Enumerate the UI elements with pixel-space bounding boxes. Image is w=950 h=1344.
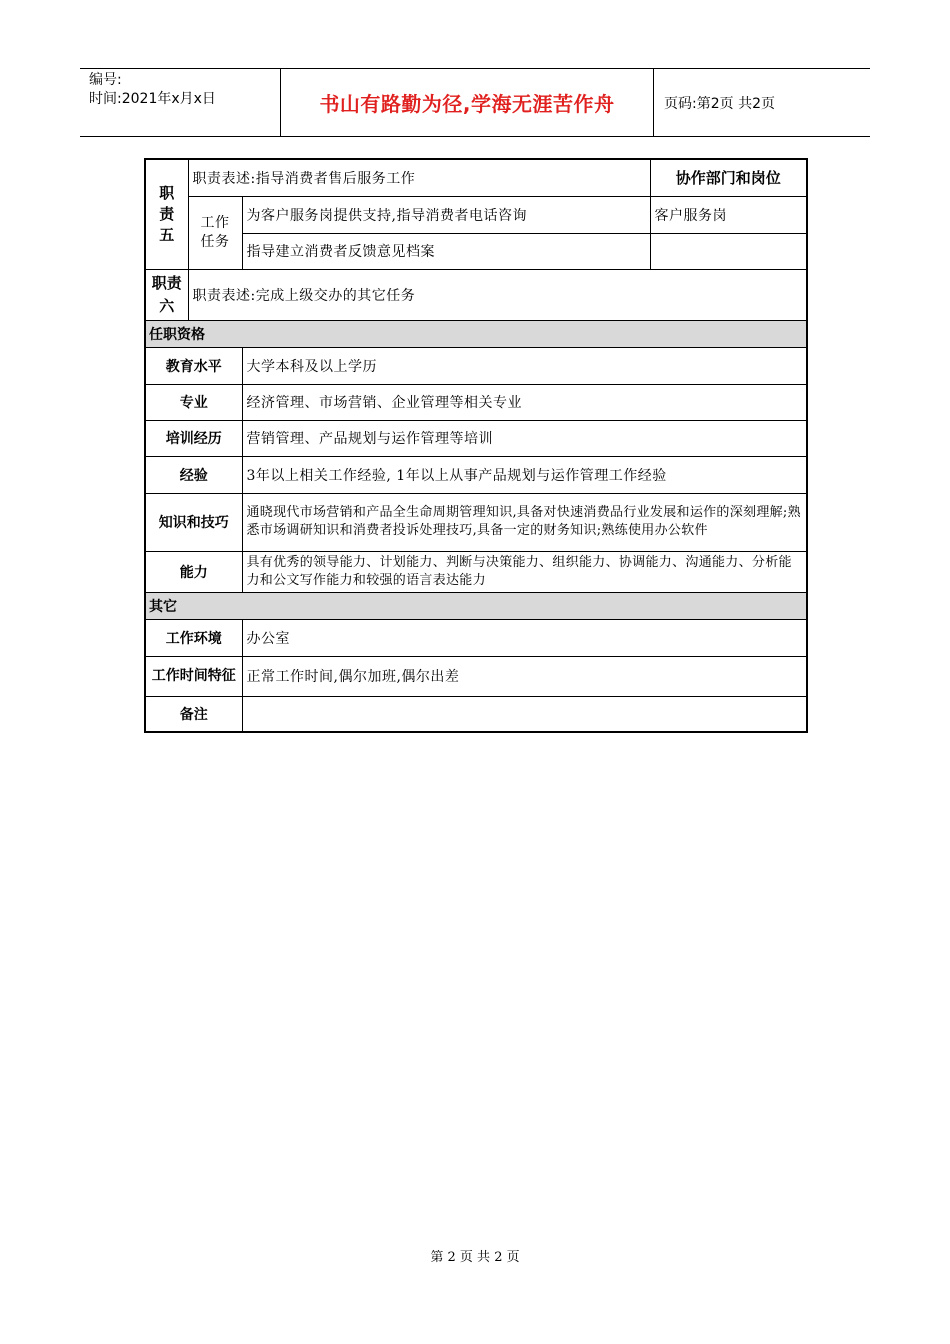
header-page-info: 页码:第2页 共2页 (664, 95, 775, 112)
ability-value: 具有优秀的领导能力、计划能力、判断与决策能力、组织能力、协调能力、沟通能力、分析能力和公文写作能力和较强的语言表达能力 (242, 551, 807, 592)
work-environment-value: 办公室 (242, 619, 807, 656)
qualification-row (145, 493, 807, 551)
education-label: 教育水平 (145, 347, 242, 384)
other-row (145, 696, 807, 732)
header-motto: 书山有路勤为径,学海无涯苦作舟 (281, 69, 654, 136)
qualification-row (145, 420, 807, 456)
duty5-description: 职责表述:指导消费者售后服务工作 (188, 159, 650, 196)
remarks-label: 备注 (145, 696, 242, 732)
qualification-row (145, 347, 807, 384)
qualifications-section-row (145, 320, 807, 347)
work-time-label: 工作时间特征 (145, 656, 242, 696)
task-label: 工作任务 (188, 196, 242, 269)
experience-value: 3年以上相关工作经验, 1年以上从事产品规划与运作管理工作经验 (242, 456, 807, 493)
document-number: 编号: (89, 72, 122, 88)
duty5-task-2: 指导建立消费者反馈意见档案 (242, 233, 650, 269)
qualifications-title: 任职资格 (145, 320, 807, 347)
major-label: 专业 (145, 384, 242, 420)
duty5-task-row (145, 233, 807, 269)
duty5-task-1-dept: 客户服务岗 (650, 196, 807, 233)
job-description-table (144, 158, 808, 733)
knowledge-label: 知识和技巧 (145, 493, 242, 551)
major-value: 经济管理、市场营销、企业管理等相关专业 (242, 384, 807, 420)
experience-label: 经验 (145, 456, 242, 493)
page-header (80, 68, 870, 137)
training-label: 培训经历 (145, 420, 242, 456)
other-row (145, 656, 807, 696)
duty5-task-1: 为客户服务岗提供支持,指导消费者电话咨询 (242, 196, 650, 233)
document-date: 时间:2021年x月x日 (89, 91, 216, 107)
other-row (145, 619, 807, 656)
remarks-value (242, 696, 807, 732)
education-value: 大学本科及以上学历 (242, 347, 807, 384)
knowledge-value: 通晓现代市场营销和产品全生命周期管理知识,具备对快速消费品行业发展和运作的深刻理解;熟悉市场调研知识和消费者投诉处理技巧,具备一定的财务知识;熟练使用办公软件 (242, 493, 807, 551)
duty6-description: 职责表述:完成上级交办的其它任务 (188, 269, 807, 320)
ability-label: 能力 (145, 551, 242, 592)
work-environment-label: 工作环境 (145, 619, 242, 656)
qualification-row (145, 551, 807, 592)
page-footer: 第 2 页 共 2 页 (430, 1250, 520, 1265)
duty5-description-row (145, 159, 807, 196)
qualification-row (145, 384, 807, 420)
other-title: 其它 (145, 592, 807, 619)
duty6-row (145, 269, 807, 320)
qualification-row (145, 456, 807, 493)
duty5-task-2-dept (650, 233, 807, 269)
header-meta (80, 69, 281, 136)
training-value: 营销管理、产品规划与运作管理等培训 (242, 420, 807, 456)
coop-dept-header: 协作部门和岗位 (650, 159, 807, 196)
duty6-label: 职责六 (145, 269, 188, 320)
duty5-label: 职责五 (145, 159, 188, 269)
work-time-value: 正常工作时间,偶尔加班,偶尔出差 (242, 656, 807, 696)
other-section-row (145, 592, 807, 619)
duty5-task-row (145, 196, 807, 233)
